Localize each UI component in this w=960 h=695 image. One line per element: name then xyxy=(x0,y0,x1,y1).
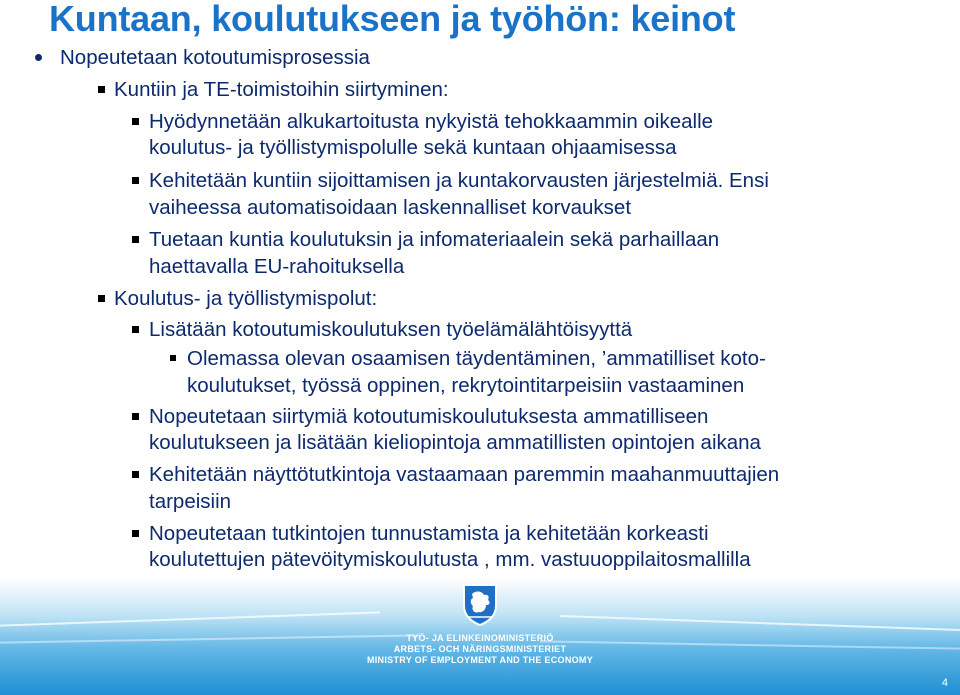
ministry-name-en: MINISTRY OF EMPLOYMENT AND THE ECONOMY xyxy=(366,655,594,665)
bullet-level1-icon xyxy=(35,54,42,61)
bullet-text: Hyödynnetään alkukartoitusta nykyistä tehokkaammin oikealle xyxy=(149,110,714,133)
finnish-lion-emblem-icon xyxy=(460,582,500,626)
bullet-text: Nopeutetaan tutkintojen tunnustamista ja kehitetään korkeasti xyxy=(149,522,709,545)
bullet-level2-icon xyxy=(98,86,105,93)
bullet-level3-icon xyxy=(132,413,139,420)
bullet-text: Lisätään kotoutumiskoulutuksen työelämälähtöisyyttä xyxy=(149,318,633,341)
bullet-text-continued: tarpeisiin xyxy=(149,490,232,513)
bullet-level3-icon xyxy=(132,118,139,125)
bullet-level3-icon xyxy=(132,326,139,333)
bullet-text-continued: haettavalla EU-rahoituksella xyxy=(149,255,405,278)
slide-title: Kuntaan, koulutukseen ja työhön: keinot xyxy=(49,0,736,39)
bullet-level3-icon xyxy=(132,471,139,478)
bullet-text: Kehitetään kuntiin sijoittamisen ja kuntakorvausten järjestelmiä. Ensi xyxy=(149,169,769,192)
bullet-level4-icon xyxy=(170,355,176,361)
bullet-text: Nopeutetaan siirtymiä kotoutumiskoulutuksesta ammatilliseen xyxy=(149,405,709,428)
bullet-text-continued: koulutus- ja työllistymispolulle sekä kuntaan ohjaamisessa xyxy=(149,136,677,159)
bullet-level3-icon xyxy=(132,177,139,184)
bullet-text: Olemassa olevan osaamisen täydentäminen, ’ammatilliset koto- xyxy=(187,347,766,370)
decorative-streak xyxy=(560,615,960,631)
bullet-text-continued: koulutettujen pätevöitymiskoulutusta , mm. vastuuoppilaitosmallilla xyxy=(149,548,751,571)
bullet-text-continued: koulutukset, työssä oppinen, rekrytointitarpeisiin vastaaminen xyxy=(187,374,745,397)
bullet-level3-icon xyxy=(132,236,139,243)
bullet-level2-icon xyxy=(98,295,105,302)
bullet-text: Kehitetään näyttötutkintoja vastaamaan paremmin maahanmuuttajien xyxy=(149,463,780,486)
bullet-text: Tuetaan kuntia koulutuksin ja infomateriaalein sekä parhaillaan xyxy=(149,228,720,251)
ministry-name-fi: TYÖ- JA ELINKEINOMINISTERIÖ xyxy=(406,633,554,643)
decorative-streak xyxy=(0,611,380,626)
bullet-text-continued: vaiheessa automatisoidaan laskennalliset korvaukset xyxy=(149,196,632,219)
bullet-text: Koulutus- ja työllistymispolut: xyxy=(114,287,378,310)
page-number: 4 xyxy=(941,677,948,689)
bullet-text-continued: koulutukseen ja lisätään kieliopintoja ammatillisten opintojen aikana xyxy=(149,431,761,454)
bullet-text: Nopeutetaan kotoutumisprosessia xyxy=(60,46,370,69)
bullet-text: Kuntiin ja TE-toimistoihin siirtyminen: xyxy=(114,78,449,101)
footer-banner xyxy=(0,578,960,695)
ministry-name-sv: ARBETS- OCH NÄRINGSMINISTERIET xyxy=(393,644,567,654)
bullet-level3-icon xyxy=(132,530,139,537)
